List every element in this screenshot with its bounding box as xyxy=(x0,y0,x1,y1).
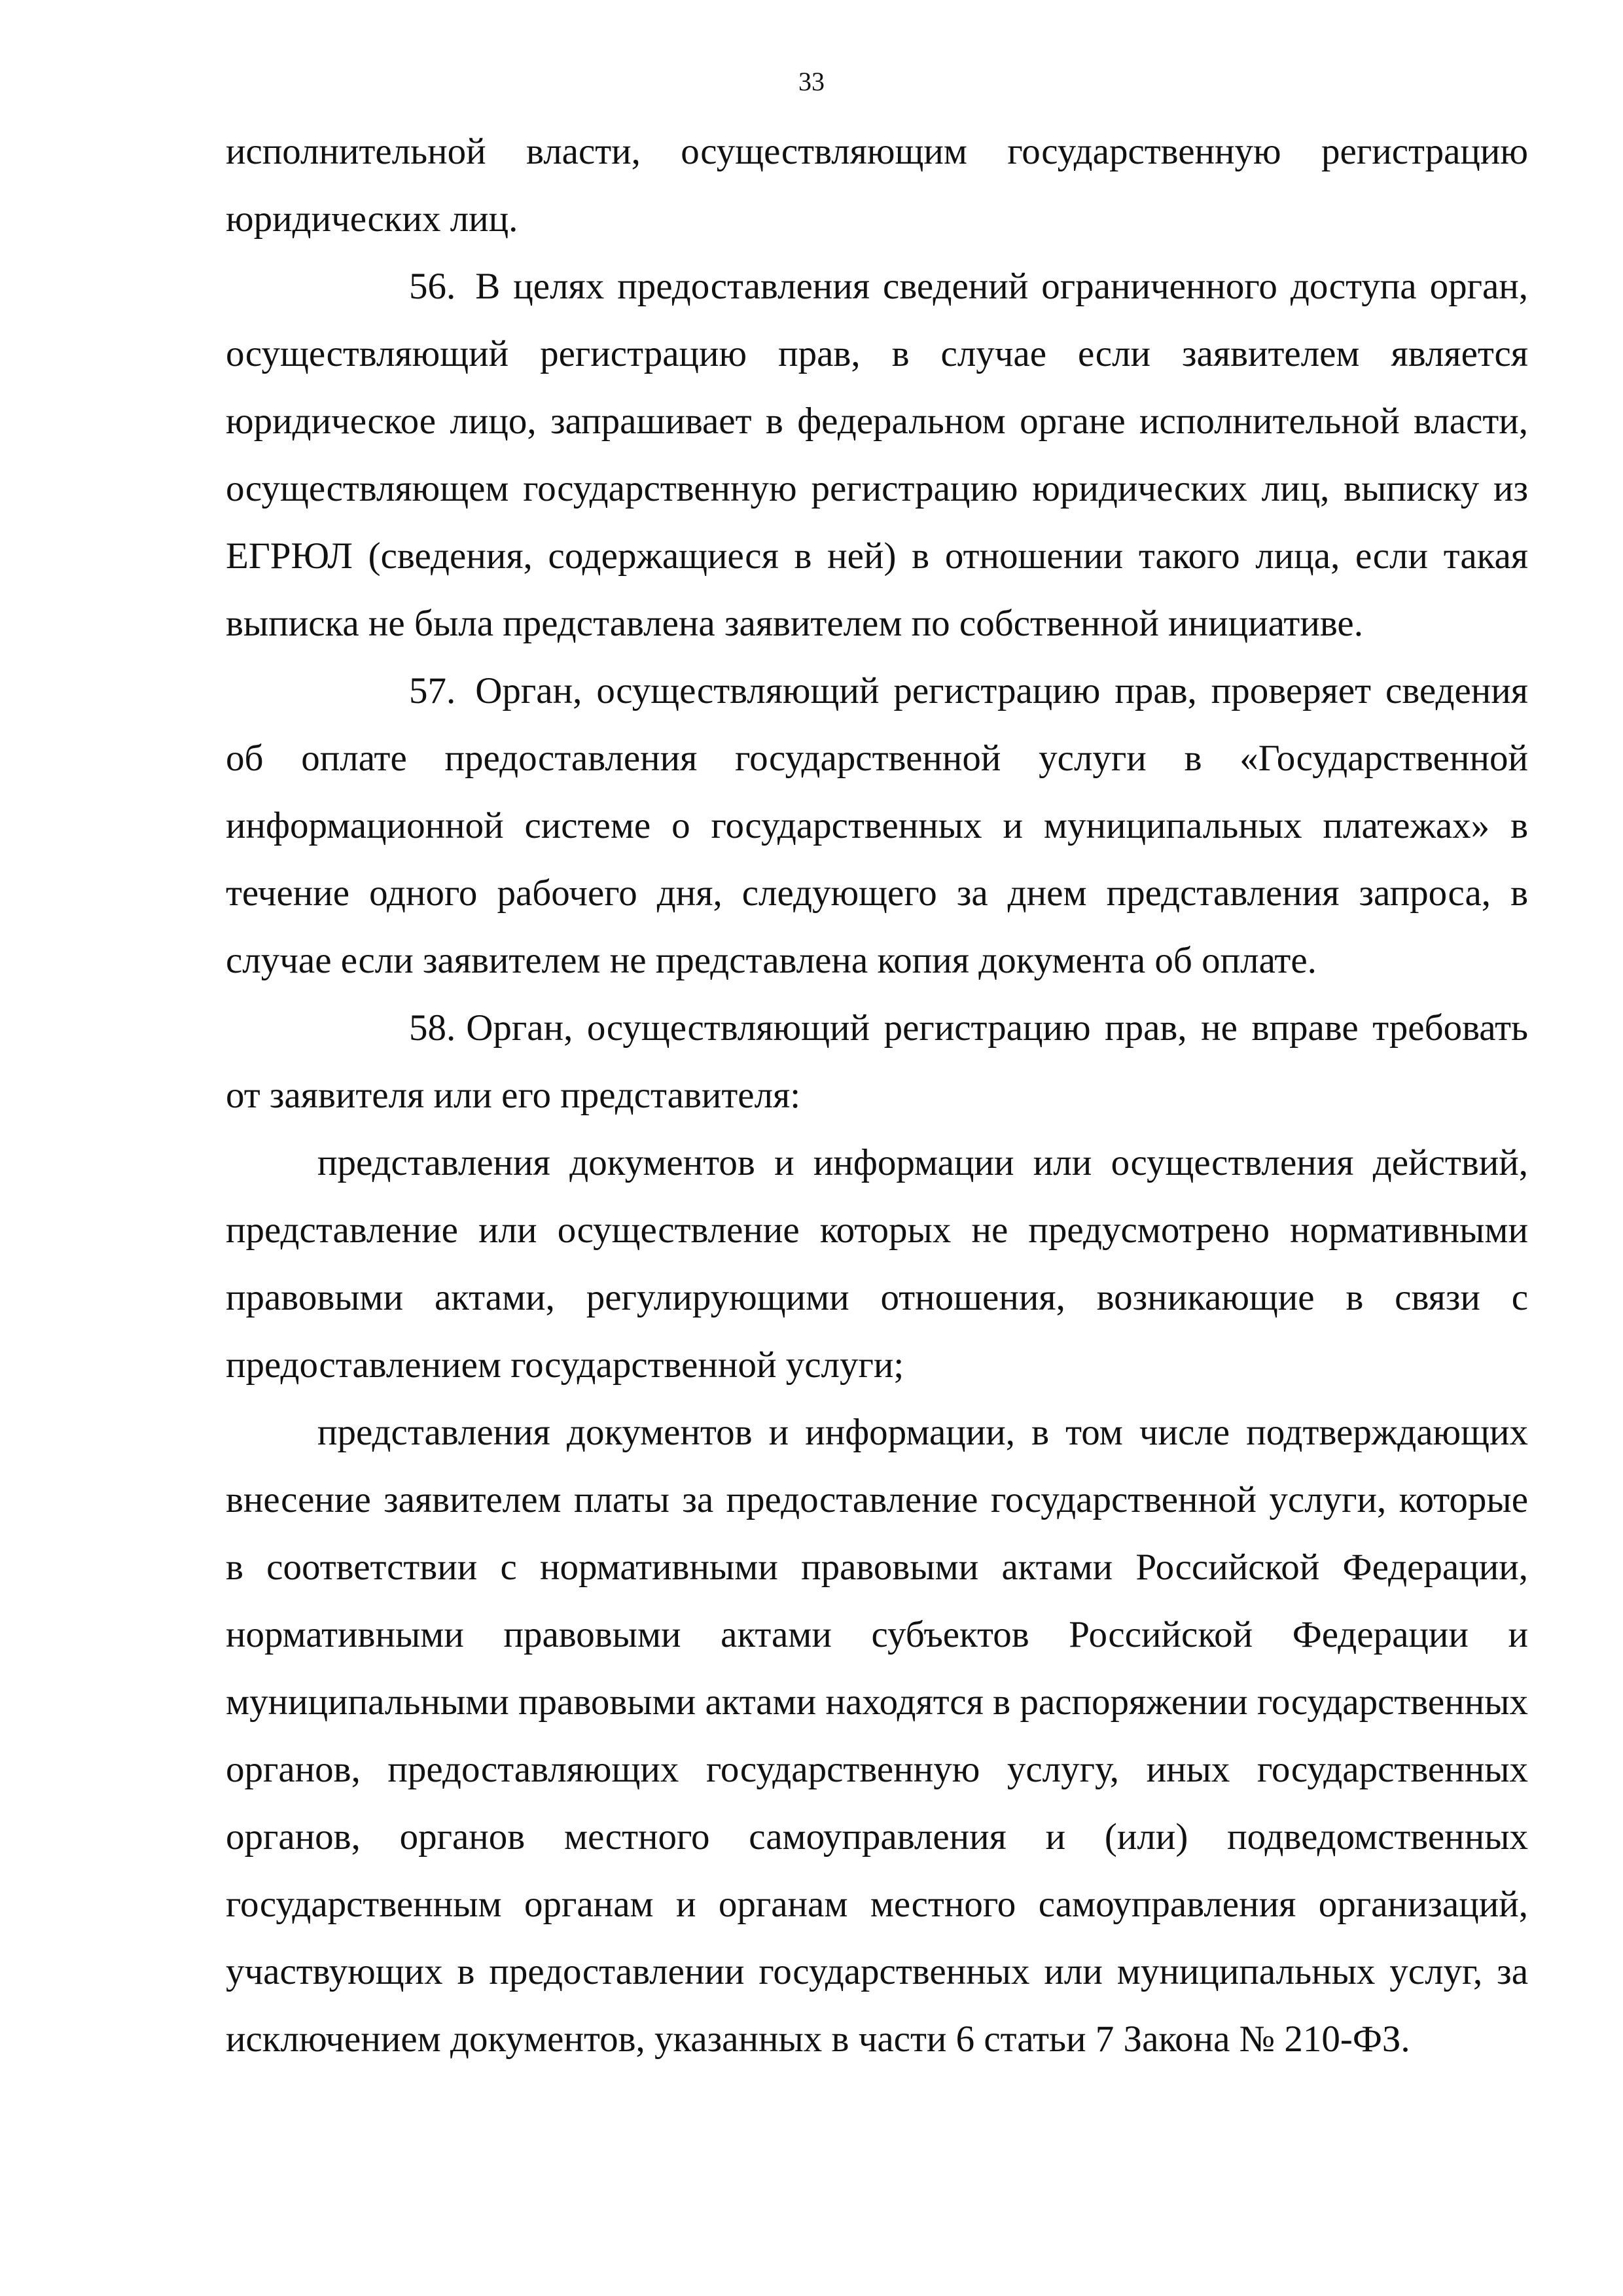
paragraph-58-item-2 xyxy=(226,1399,1528,2073)
paragraph-text: представления документов и информации или осуществления действий, представление или осуществление которых не предусмотрено нормативными правовыми актами, регулирующими отношения, возникающие в связи с предоставлением государственной услуги; xyxy=(226,1142,1528,1386)
document-body xyxy=(226,118,1528,2073)
paragraph-number: 57. xyxy=(409,670,456,711)
paragraph-number: 58. xyxy=(409,1007,456,1049)
paragraph-text: представления документов и информации, в том числе подтверждающих внесение заявителем платы за предоставление государственной услуги, которые в соответствии с нормативными правовыми актами Российской Федерации, нормативными правовыми актами субъектов Российской Федерации и муниципальными правовыми актами находятся в распоряжении государственных органов, предоставляющих государственную услугу, иных государственных органов, органов местного самоуправления и (или) подведомственных государственным органам и органам местного самоуправления организаций, участвующих в предоставлении государственных или муниципальных услуг, за исключением документов, указанных в части 6 статьи 7 Закона № 210-ФЗ. xyxy=(226,1412,1528,2060)
paragraph-text: исполнительной власти, осуществляющим государственную регистрацию юридических лиц. xyxy=(226,131,1528,240)
paragraph-number: 56. xyxy=(409,266,456,307)
paragraph-57 xyxy=(226,657,1528,994)
paragraph-text: Орган, осуществляющий регистрацию прав, не вправе требовать от заявителя или его представителя: xyxy=(226,1007,1528,1116)
paragraph-56 xyxy=(226,253,1528,657)
paragraph-text: В целях предоставления сведений ограниченного доступа орган, осуществляющий регистрацию прав, в случае если заявителем является юридическое лицо, запрашивает в федеральном органе исполнительной власти, осуществляющем государственную регистрацию юридических лиц, выписку из ЕГРЮЛ (сведения, содержащиеся в ней) в отношении такого лица, если такая выписка не была представлена заявителем по собственной инициативе. xyxy=(226,266,1528,644)
paragraph-continuation xyxy=(226,118,1528,253)
paragraph-text: Орган, осуществляющий регистрацию прав, проверяет сведения об оплате предоставления государственной услуги в «Государственной информационной системе о государственных и муниципальных платежах» в течение одного рабочего дня, следующего за днем представления запроса, в случае если заявителем не представлена копия документа об оплате. xyxy=(226,670,1528,981)
paragraph-58-item-1 xyxy=(226,1129,1528,1399)
page-number: 33 xyxy=(798,67,825,96)
paragraph-58 xyxy=(226,994,1528,1129)
